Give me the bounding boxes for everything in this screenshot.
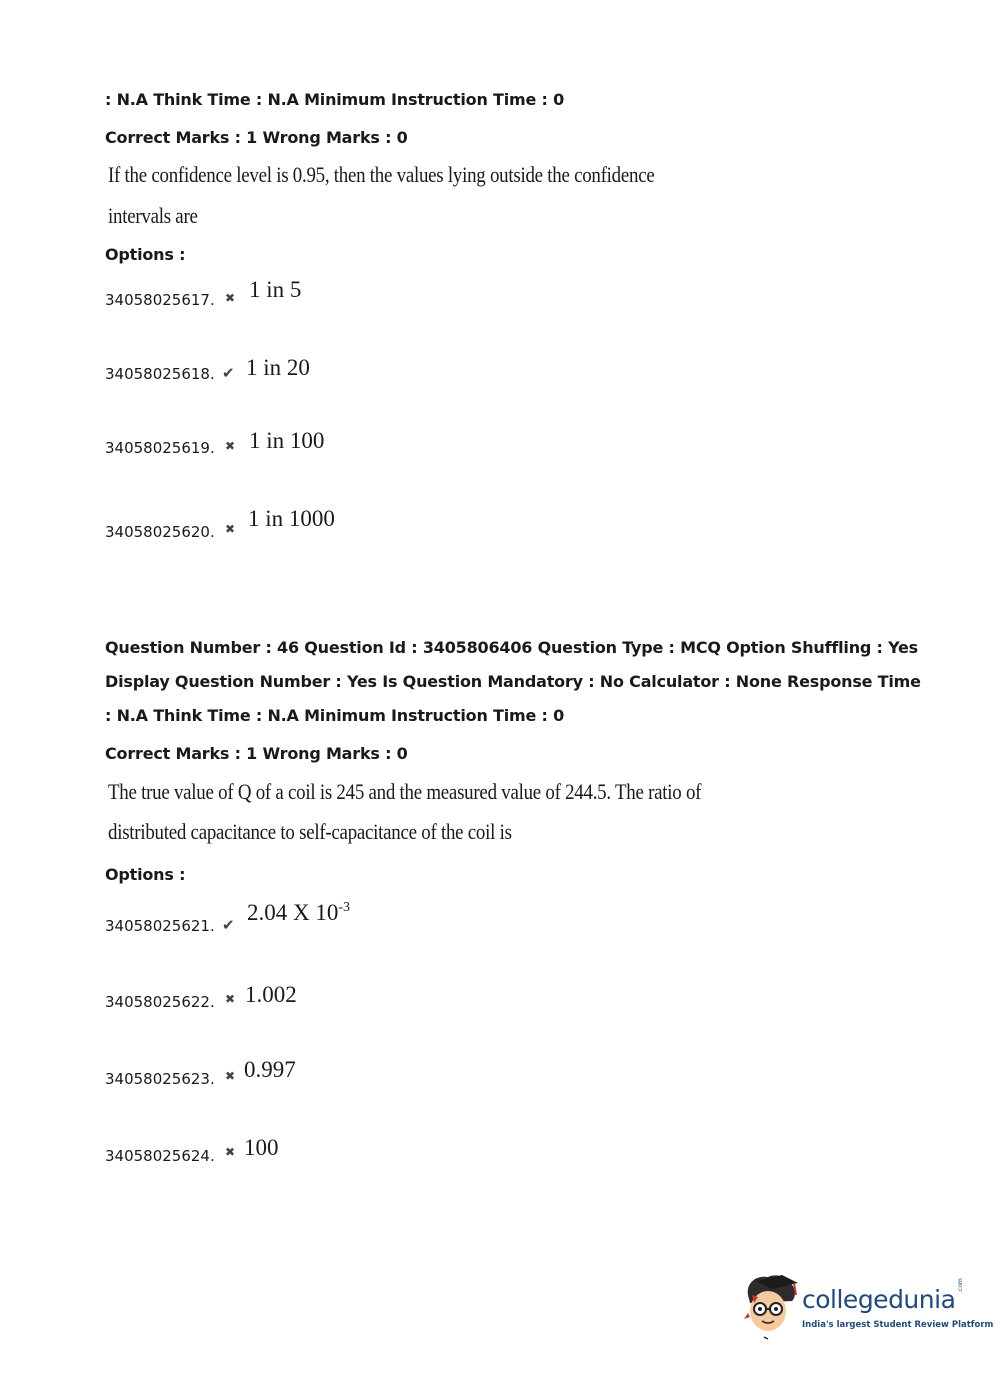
logo-wordmark: collegedunia [802,1285,956,1314]
option-id: 34058025622. [105,993,215,1011]
check-icon: ✔ [222,364,235,382]
option-id: 34058025623. [105,1070,215,1088]
option-value: 1 in 20 [246,355,310,380]
option-value: 1.002 [245,982,297,1007]
options-label: Options : [105,865,186,884]
check-icon: ✔ [222,916,235,934]
cross-icon: ✖ [225,439,236,453]
option-value: 1 in 100 [249,428,325,453]
cross-icon: ✖ [225,291,236,305]
question-text-line: If the confidence level is 0.95, then the values lying outside the confidence [108,162,655,187]
logo-tagline: India's largest Student Review Platform [802,1320,994,1330]
option-value: 100 [244,1135,279,1160]
cross-icon: ✖ [225,1069,236,1083]
option-value: 1 in 5 [249,277,302,302]
option-value: 0.997 [244,1057,296,1082]
option-value-exponent: -3 [338,900,351,915]
marks-line: Correct Marks : 1 Wrong Marks : 0 [105,744,408,763]
options-label: Options : [105,245,186,264]
question-meta-line: : N.A Think Time : N.A Minimum Instruction Time : 0 [105,90,565,109]
option-id: 34058025619. [105,439,215,457]
option-value [247,900,350,926]
question-text-line: distributed capacitance to self-capacitance of the coil is [108,819,512,844]
option-id: 34058025617. [105,291,215,309]
cross-icon: ✖ [225,992,236,1006]
marks-line: Correct Marks : 1 Wrong Marks : 0 [105,128,408,147]
cross-icon: ✖ [225,1145,236,1159]
question-meta-line: Display Question Number : Yes Is Question Mandatory : No Calculator : None Response Time [105,672,921,691]
cross-icon: ✖ [225,522,236,536]
question-meta-line: : N.A Think Time : N.A Minimum Instruction Time : 0 [105,706,565,725]
question-text-line: intervals are [108,203,198,228]
question-meta-line: Question Number : 46 Question Id : 3405806406 Question Type : MCQ Option Shuffling : Yes [105,638,918,657]
option-id: 34058025620. [105,523,215,541]
logo-domain-suffix: .com [957,1278,964,1293]
option-id: 34058025621. [105,917,215,935]
question-text-line: The true value of Q of a coil is 245 and the measured value of 244.5. The ratio of [108,779,702,804]
mascot-icon [742,1273,800,1343]
option-id: 34058025618. [105,365,215,383]
option-id: 34058025624. [105,1147,215,1165]
option-value: 1 in 1000 [248,506,335,531]
collegedunia-logo [742,1273,994,1343]
option-value-base: 2.04 X 10 [247,900,339,925]
